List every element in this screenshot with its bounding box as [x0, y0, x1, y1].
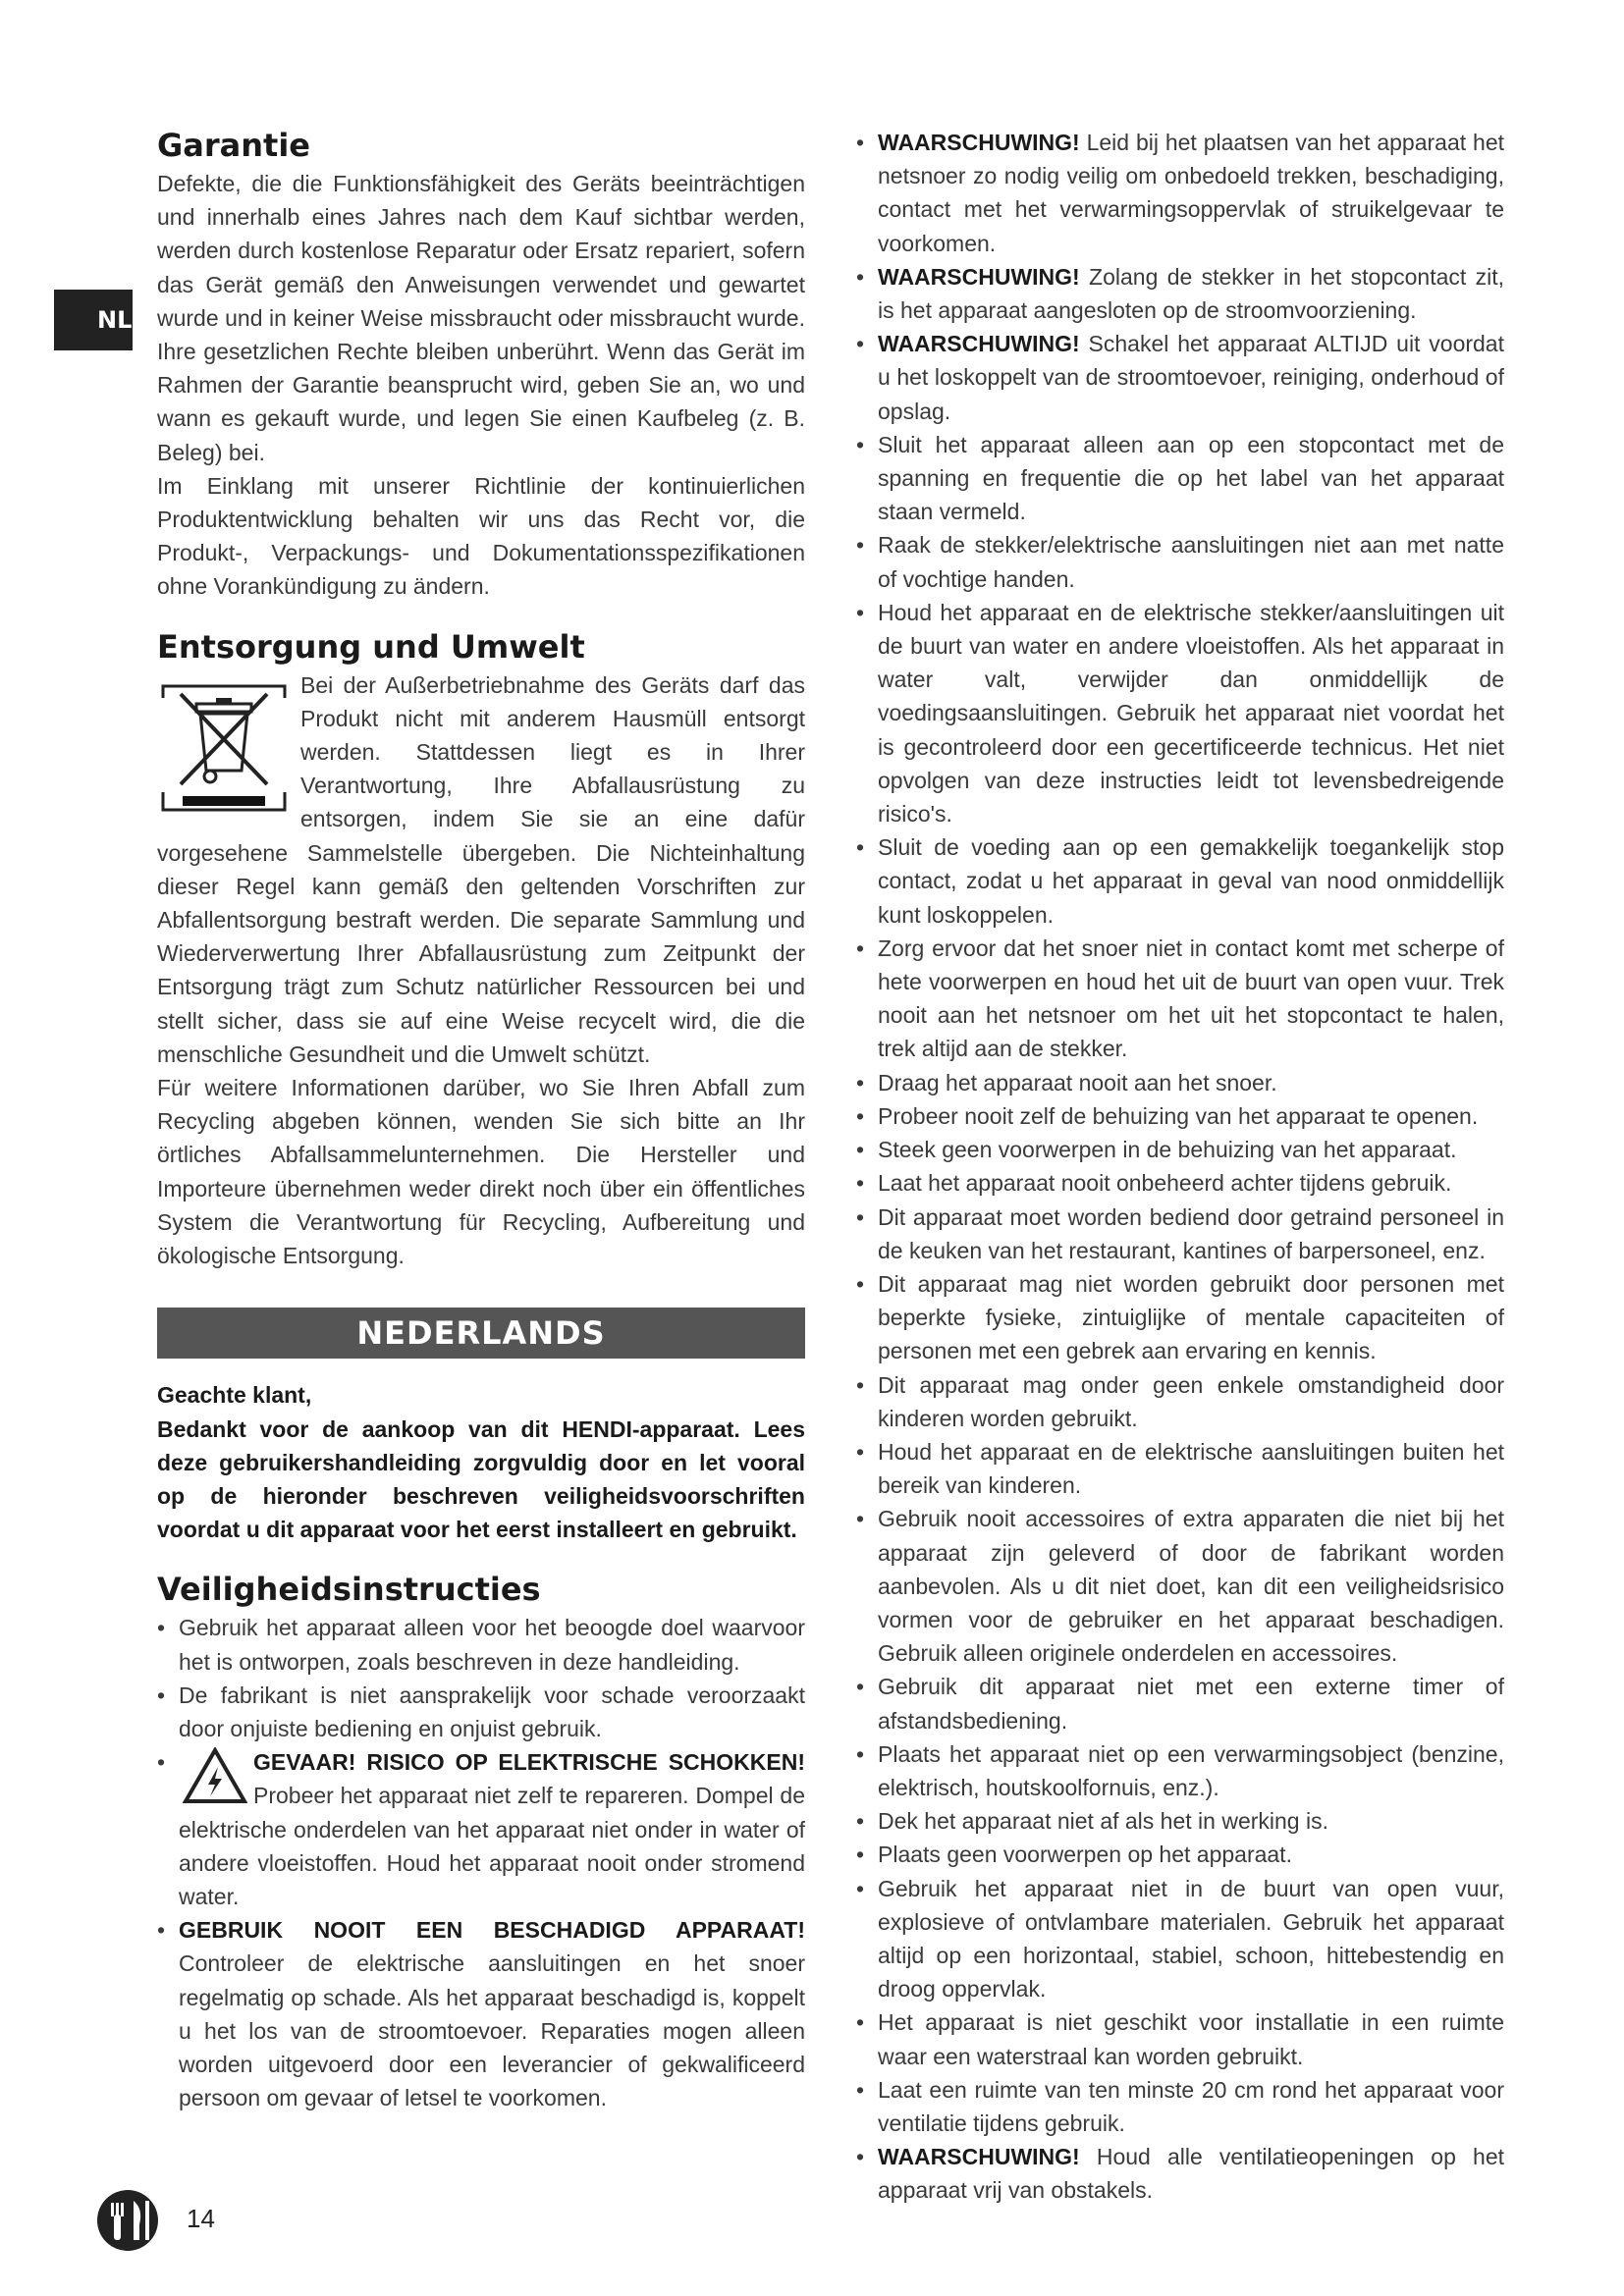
safety-item	[856, 1502, 1504, 1670]
safety-item-emphasis: WAARSCHUWING!	[878, 263, 1080, 290]
safety-item-text: Leid bij het plaatsen van het apparaat het netsnoer zo nodig veilig om onbedoeld trekken, beschadiging, contact met het verwarmingsoppervlak of struikelgevaar te voorkomen.	[878, 130, 1504, 256]
safety-item-text: Houd het apparaat en de elektrische aansluitingen buiten het bereik van kinderen.	[878, 1438, 1504, 1499]
safety-item-text: Zolang de stekker in het stopcontact zit, is het apparaat aangesloten op de stroomvoorziening.	[878, 263, 1504, 324]
safety-item	[856, 2140, 1504, 2207]
bullet: •	[856, 2076, 865, 2103]
safety-item	[856, 596, 1504, 830]
bullet: •	[157, 1749, 166, 1776]
garantie-section	[157, 126, 805, 604]
bullet: •	[856, 1170, 865, 1197]
safety-item-text: Controleer de elektrische aansluitingen en het snoer regelmatig op schade. Als het apparaat beschadigd is, koppelt u het los van de stroomtoevoer. Reparaties mogen alleen worden uitgevoerd door een leverancier of gekwalificeerd persoon om gevaar of letsel te voorkomen.	[179, 1950, 805, 2111]
safety-item-text: Raak de stekker/elektrische aansluitingen niet aan met natte of vochtige handen.	[878, 532, 1504, 592]
safety-item	[856, 260, 1504, 327]
safety-item-text: De fabrikant is niet aansprakelijk voor schade veroorzaakt door onjuiste bediening en onjuist gebruik.	[179, 1682, 805, 1741]
left-column	[157, 126, 805, 2114]
safety-item-text: Gebruik het apparaat alleen voor het beoogde doel waarvoor het is ontworpen, zoals beschreven in deze handleiding.	[179, 1615, 805, 1675]
safety-item-text: Het apparaat is niet geschikt voor installatie in een ruimte waar een waterstraal kan worden gebruikt.	[878, 2009, 1504, 2069]
safety-item-text: Gebruik het apparaat niet in de buurt van open vuur, explosieve of ontvlambare materialen. Gebruik het apparaat altijd op een horizontaal, stabiel, schoon, hittebestendig en droog oppervlak.	[878, 1875, 1504, 2002]
bullet: •	[856, 1875, 865, 1901]
intro-greeting: Geachte klant,	[157, 1382, 312, 1409]
bullet: •	[856, 1740, 865, 1767]
safety-item-text: Schakel het apparaat ALTIJD uit voordat u het loskoppelt van de stroomtoevoer, reiniging, onderhoud of opslag.	[878, 331, 1504, 424]
safety-item-text: Steek geen voorwerpen in de behuizing van het apparaat.	[878, 1137, 1457, 1163]
safety-item-text: Draag het apparaat nooit aan het snoer.	[878, 1069, 1277, 1095]
safety-item	[856, 1066, 1504, 1099]
safety-item-text: Gebruik nooit accessoires of extra apparaten die niet bij het apparaat zijn geleverd of door de fabrikant worden aanbevolen. Als u dit niet doet, kan dit een veiligheidsrisico vormen voor de gebruiker en het apparaat beschadigen. Gebruik alleen originele onderdelen en accessoires.	[878, 1506, 1504, 1667]
safety-item-emphasis: WAARSCHUWING!	[878, 130, 1080, 155]
entsorgung-paragraph-1: Bei der Außerbetriebnahme des Geräts darf das Produkt nicht mit anderem Hausmüll entsorgt werden. Stattdessen liegt es in Ihrer Verantwortung, Ihre Abfallausrüstung zu entsorgen, indem Sie sie an eine dafür vorgesehene Sammelstelle übergeben. Die Nichteinhaltung dieser Regel kann gemäß den geltenden Vorschriften zur Abfallentsorgung bestraft werden. Die separate Sammlung und Wiederverwertung Ihrer Abfallausrüstung zum Zeitpunkt der Entsorgung trägt zum Schutz natürlicher Ressourcen bei und stellt sicher, dass sie auf eine Weise recycelt wird, die die menschliche Gesundheit und die Umwelt schützt.	[157, 671, 805, 1067]
bullet: •	[157, 1682, 166, 1708]
safety-item-text: Dit apparaat moet worden bediend door getraind personeel in de keuken van het restaurant, kantines of barpersoneel, enz.	[878, 1203, 1504, 1263]
bullet: •	[856, 1069, 865, 1095]
safety-item	[856, 1838, 1504, 1871]
bullet: •	[856, 1842, 865, 1868]
safety-item	[856, 1872, 1504, 2006]
safety-item-text: Plaats geen voorwerpen op het apparaat.	[878, 1842, 1292, 1868]
bullet: •	[856, 331, 865, 357]
safety-item	[856, 1099, 1504, 1133]
safety-item-emphasis: WAARSCHUWING!	[878, 2144, 1080, 2170]
safety-item	[856, 327, 1504, 428]
safety-item-text: Sluit het apparaat alleen aan op een stopcontact met de spanning en frequentie die op het label van het apparaat staan vermeld.	[878, 431, 1504, 525]
intro-block	[157, 1378, 805, 1546]
bullet: •	[856, 1270, 865, 1297]
bullet: •	[856, 834, 865, 861]
entsorgung-section	[157, 627, 805, 1273]
right-column	[856, 126, 1504, 2208]
safety-item-emphasis: GEBRUIK NOOIT EEN BESCHADIGD APPARAAT!	[179, 1917, 805, 1944]
safety-item-text: Houd het apparaat en de elektrische stekker/aansluitingen uit de buurt van water en andere vloeistoffen. Als het apparaat in water valt, verwijder dan onmiddellijk de voedingsaansluitingen. Gebruik het apparaat niet voordat het is gecontroleerd door een gecertificeerde technicus. Het niet opvolgen van deze instructies leidt tot levensbedreigende risico's.	[878, 599, 1504, 828]
safety-list-right	[856, 126, 1504, 2208]
safety-item	[856, 428, 1504, 529]
bullet: •	[856, 1203, 865, 1230]
safety-item	[856, 1166, 1504, 1200]
safety-item-emphasis: GEVAAR! RISICO OP ELEKTRISCHE SCHOKKEN!	[253, 1749, 805, 1776]
safety-item-text: Zorg ervoor dat het snoer niet in contact komt met scherpe of hete voorwerpen en houd het uit de buurt van open vuur. Trek nooit aan het netsnoer om het uit het stopcontact te halen, trek altijd aan de stekker.	[878, 934, 1504, 1062]
bullet: •	[856, 1137, 865, 1163]
safety-item	[856, 1737, 1504, 1804]
bullet: •	[856, 1371, 865, 1398]
bullet: •	[856, 1808, 865, 1835]
language-header-bar: NEDERLANDS	[157, 1308, 805, 1359]
crossed-bin-icon	[159, 674, 289, 820]
safety-item	[856, 1133, 1504, 1166]
bullet: •	[856, 1102, 865, 1129]
bullet: •	[856, 130, 865, 155]
bullet: •	[856, 1438, 865, 1465]
safety-item-text: Probeer het apparaat niet zelf te repareren. Dompel de elektrische onderdelen van het apparaat niet onder in water of andere vloeistoffen. Houd het apparaat nooit onder stromend water.	[179, 1783, 805, 1909]
garantie-paragraph-1: Defekte, die die Funktionsfähigkeit des Geräts beeinträchtigen und innerhalb eines Jahres nach dem Kauf sichtbar werden, werden durch kostenlose Reparatur oder Ersatz repariert, sofern das Gerät gemäß den Anweisungen verwendet und gewartet wurde und in keiner Weise missbraucht oder missbraucht wurde. Ihre gesetzlichen Rechte bleiben unberührt. Wenn das Gerät im Rahmen der Garantie beansprucht wird, geben Sie an, wo und wann es gekauft wurde, und legen Sie einen Kaufbeleg (z. B. Beleg) bei.	[157, 171, 805, 465]
safety-item-text: Laat een ruimte van ten minste 20 cm rond het apparaat voor ventilatie tijdens gebruik.	[878, 2076, 1504, 2136]
cutlery-icon	[96, 2189, 159, 2252]
safety-title: Veiligheidsinstructies	[157, 1571, 541, 1609]
safety-item	[157, 1679, 805, 1745]
safety-item	[856, 2005, 1504, 2072]
page-number: 14	[187, 2204, 215, 2233]
garantie-title: Garantie	[157, 127, 310, 164]
safety-item-text: Dek het apparaat niet af als het in werking is.	[878, 1808, 1328, 1835]
bullet: •	[856, 2009, 865, 2036]
safety-item-text: Dit apparaat mag onder geen enkele omstandigheid door kinderen worden gebruikt.	[878, 1371, 1504, 1431]
safety-item	[856, 1267, 1504, 1368]
safety-item	[856, 1368, 1504, 1435]
bullet: •	[856, 1674, 865, 1700]
safety-item	[856, 528, 1504, 595]
safety-item	[856, 830, 1504, 932]
safety-item	[856, 1435, 1504, 1502]
safety-item	[157, 1913, 805, 2114]
bullet: •	[856, 431, 865, 457]
safety-item	[856, 126, 1504, 260]
bullet: •	[856, 1506, 865, 1532]
safety-item	[157, 1745, 805, 1913]
safety-section	[157, 1570, 805, 2114]
intro-text: Bedankt voor de aankoop van dit HENDI-apparaat. Lees deze gebruikershandleiding zorgvuldig door en let vooral op de hieronder beschreven veiligheidsvoorschriften voordat u dit apparaat voor het eerst installeert en gebruikt.	[157, 1415, 805, 1543]
safety-item	[157, 1611, 805, 1678]
safety-item-text: Dit apparaat mag niet worden gebruikt door personen met beperkte fysieke, zintuiglijke of mentale capaciteiten of personen met een gebrek aan ervaring en kennis.	[878, 1270, 1504, 1364]
safety-item	[856, 2073, 1504, 2140]
safety-item	[856, 1804, 1504, 1838]
safety-item-text: Houd alle ventilatieopeningen op het apparaat vrij van obstakels.	[878, 2144, 1504, 2204]
safety-item-text: Gebruik dit apparaat niet met een externe timer of afstandsbediening.	[878, 1674, 1504, 1734]
bullet: •	[856, 599, 865, 625]
garantie-paragraph-2: Im Einklang mit unserer Richtlinie der kontinuierlichen Produktentwicklung behalten wir uns das Recht vor, die Produkt-, Verpackungs- und Dokumentationsspezifikationen ohne Vorankündigung zu ändern.	[157, 472, 805, 600]
bullet: •	[856, 934, 865, 961]
safety-item-emphasis: WAARSCHUWING!	[878, 331, 1080, 357]
safety-item	[856, 1670, 1504, 1736]
entsorgung-title: Entsorgung und Umwelt	[157, 627, 585, 666]
safety-item-text: Plaats het apparaat niet op een verwarmingsobject (benzine, elektrisch, houtskoolfornuis, enz.).	[878, 1740, 1504, 1800]
language-side-tab: NL	[54, 290, 133, 350]
safety-item	[856, 932, 1504, 1066]
electric-shock-warning-icon	[183, 1747, 247, 1804]
safety-item-text: Laat het apparaat nooit onbeheerd achter tijdens gebruik.	[878, 1170, 1452, 1197]
safety-item	[856, 1201, 1504, 1267]
bullet: •	[856, 263, 865, 290]
entsorgung-paragraph-2: Für weitere Informationen darüber, wo Sie Ihren Abfall zum Recycling abgeben können, wenden Sie sich bitte an Ihr örtliches Abfallsammelunternehmen. Die Hersteller und Importeure übernehmen weder direkt noch über ein öffentliches System die Verantwortung für Recycling, Aufbereitung und ökologische Entsorgung.	[157, 1075, 805, 1269]
bullet: •	[157, 1615, 166, 1641]
bullet: •	[856, 532, 865, 559]
safety-item-text: Probeer nooit zelf de behuizing van het apparaat te openen.	[878, 1102, 1479, 1129]
safety-list-left	[157, 1611, 805, 2114]
bullet: •	[856, 2144, 865, 2170]
bullet: •	[157, 1917, 166, 1944]
safety-item-text: Sluit de voeding aan op een gemakkelijk toegankelijk stop contact, zodat u het apparaat in geval van nood onmiddellijk kunt loskoppelen.	[878, 834, 1504, 928]
